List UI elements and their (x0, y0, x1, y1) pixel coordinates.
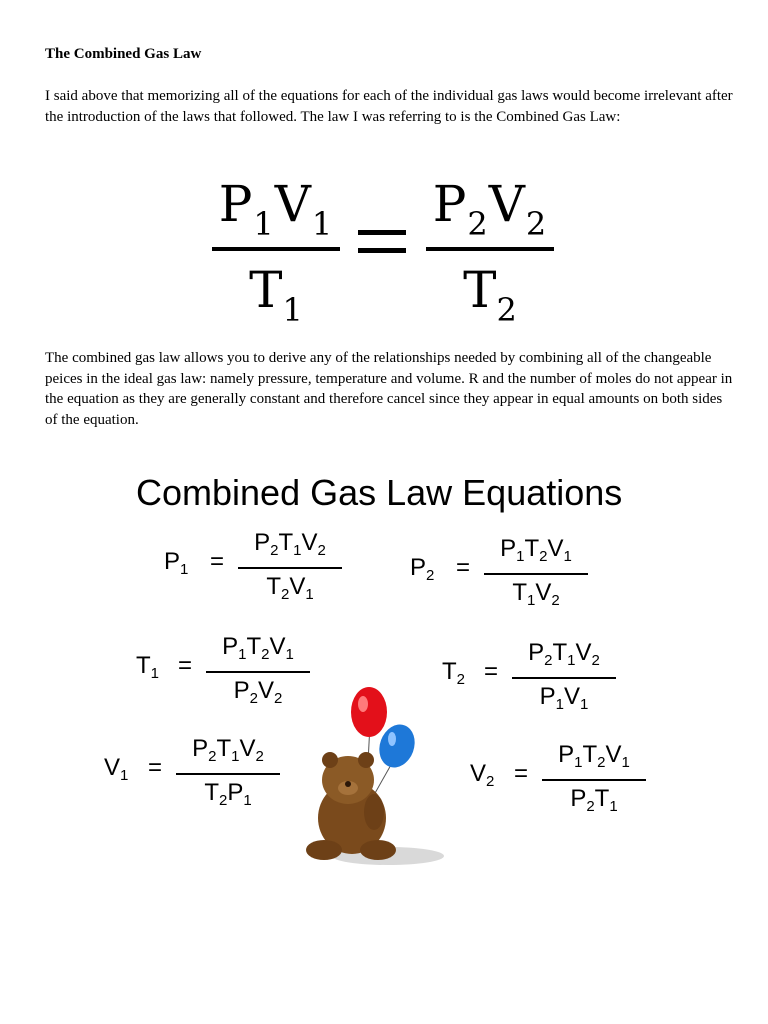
combined-gas-law-formula (212, 168, 556, 332)
fraction-bar (212, 247, 340, 251)
numerator: $P_1T_2V_1$ (222, 633, 294, 663)
teddy-bear-with-balloons-icon (296, 684, 446, 876)
fraction-bar (206, 671, 310, 673)
equations-figure-title: Combined Gas Law Equations (136, 472, 623, 513)
equation-lhs: $P_2$ (410, 554, 435, 584)
fraction-bar (176, 773, 280, 775)
denominator: $P_2T_1$ (570, 785, 618, 815)
numerator: $P_2T_1V_2$ (254, 529, 326, 559)
denominator: $T_2P_1$ (204, 779, 252, 809)
denominator: $P_2V_2$ (233, 677, 283, 707)
equation-fraction (238, 528, 342, 610)
right-denominator: $T_2$ (463, 261, 517, 329)
fraction-bar (542, 779, 646, 781)
denominator: $P_1V_1$ (539, 683, 589, 713)
equals-sign: = (178, 652, 193, 679)
heading: The Combined Gas Law (45, 46, 202, 62)
equals-sign: = (456, 554, 471, 581)
equation-lhs: $T_2$ (442, 658, 466, 688)
right-numerator: $P_2V_2$ (432, 175, 548, 243)
fraction-bar (426, 247, 554, 251)
equation-fraction (176, 734, 280, 816)
denominator: $T_1V_2$ (512, 579, 560, 609)
fraction-bar (512, 677, 616, 679)
numerator: $P_1T_2V_1$ (500, 535, 572, 565)
equation-fraction (206, 632, 310, 714)
numerator: $P_2T_1V_2$ (528, 639, 600, 669)
left-denominator: $T_1$ (249, 261, 303, 329)
equals-sign: = (210, 548, 225, 575)
equation-lhs: $T_1$ (136, 652, 160, 682)
left-fraction (212, 168, 340, 332)
equals-sign (358, 230, 406, 266)
right-fraction (426, 168, 554, 332)
left-numerator: $P_1V_1$ (218, 175, 334, 243)
equals-sign: = (148, 754, 163, 781)
equation-lhs: $P_1$ (164, 548, 189, 578)
numerator: $P_1T_2V_1$ (558, 741, 630, 771)
equation-fraction (512, 638, 616, 720)
equation-fraction (542, 740, 646, 822)
intro-paragraph: I said above that memorizing all of the equations for each of the individual gas laws would become irrelevant after the introduction of the laws that followed. The law I was referring to is the Combined Gas Law: (45, 88, 733, 125)
equals-sign: = (514, 760, 529, 787)
equation-lhs: $V_1$ (104, 754, 129, 784)
numerator: $P_2T_1V_2$ (192, 735, 264, 765)
denominator: $T_2V_1$ (266, 573, 314, 603)
equation-fraction (484, 534, 588, 616)
fraction-bar (238, 567, 342, 569)
explanation-paragraph: The combined gas law allows you to derive any of the relationships needed by combining all of the changeable peices in the ideal gas law: namely pressure, temperature and volume. R and the number of moles do not appear in the equation as they are generally constant and therefore cancel since they appear in equal amounts on both sides of the equation. (45, 350, 733, 428)
equals-sign: = (484, 658, 499, 685)
fraction-bar (484, 573, 588, 575)
equation-lhs: $V_2$ (470, 760, 495, 790)
